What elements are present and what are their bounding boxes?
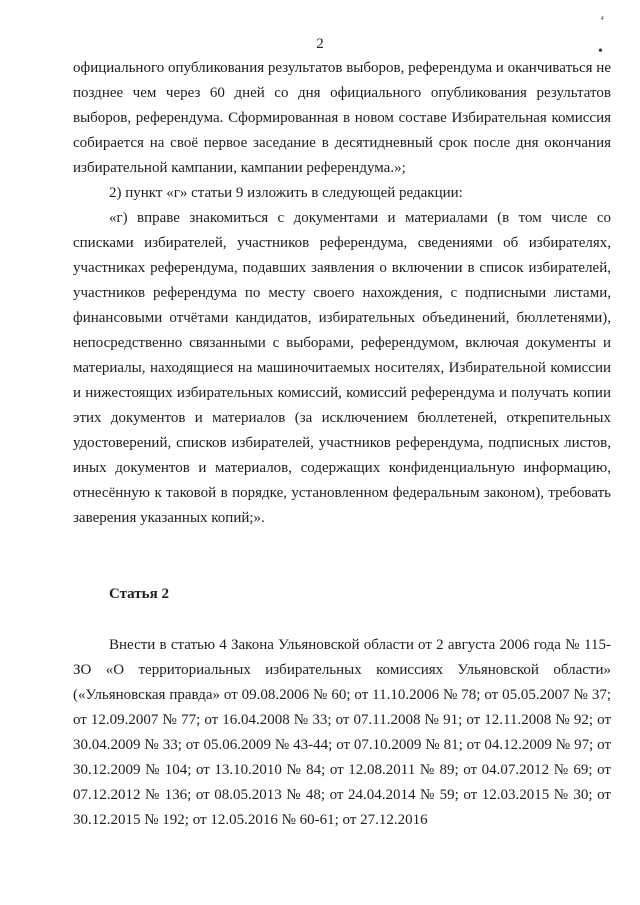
paragraph-item-g: «г) вправе знакомиться с документами и материалами (в том числе со списками избирателей, участников референдума, сведениями об избирателях, участниках референдума, подавших заявления о включении в список избирателей, участников референдума по месту своего нахождения, с подписными листами, финансовыми отчётами кандидатов, избирательных объединений, бюллетенями), непосредственно связанными с выборами, референдумом, включая документы и материалы, находящиеся на машиночитаемых носителях, Избирательной комиссии и нижестоящих избирательных комиссий, комиссий референдума и получать копии этих документов и материалов (за исключением бюллетеней, открепительных удостоверений, списков избирателей, участников референдума, подписных листов, иных документов и материалов, содержащих конфиденциальную информацию, отнесённую к таковой в порядке, установленном федеральным законом), требовать заверения указанных копий;». (73, 210, 611, 526)
page-number: 2 (316, 36, 324, 52)
article-heading: Статья 2 (109, 586, 169, 602)
scan-dot: • (598, 44, 603, 59)
document-body (73, 56, 611, 833)
article-2-text: Внести в статью 4 Закона Ульяновской области от 2 августа 2006 года № 115-ЗО «О территориальных избирательных комиссиях Ульяновской области» («Ульяновская правда» от 09.08.2006 № 60; от 11.10.2006 № 78; от 05.05.2007 № 37; от 12.09.2007 № 77; от 16.04.2008 № 33; от 07.11.2008 № 91; от 12.11.2008 № 92; от 30.04.2009 № 33; от 05.06.2009 № 43-44; от 07.10.2009 № 81; от 04.12.2009 № 97; от 30.12.2009 № 104; от 13.10.2010 № 84; от 12.08.2011 № 89; от 04.07.2012 № 69; от 07.12.2012 № 136; от 08.05.2013 № 48; от 24.04.2014 № 59; от 12.03.2015 № 30; от 30.12.2015 № 192; от 12.05.2016 № 60-61; от 27.12.2016 (73, 637, 611, 828)
paragraph-item-2: 2) пункт «г» статьи 9 изложить в следующей редакции: (109, 185, 463, 201)
paragraph-continuation: официального опубликования результатов выборов, референдума и оканчиваться не позднее чем через 60 дней со дня официального опубликования результатов выборов, референдума. Сформированная в новом составе Избирательная комиссия собирается на своё первое заседание в десятидневный срок после дня окончания избирательной кампании, кампании референдума.»; (73, 60, 611, 176)
scan-mark: ‘ (600, 14, 605, 29)
